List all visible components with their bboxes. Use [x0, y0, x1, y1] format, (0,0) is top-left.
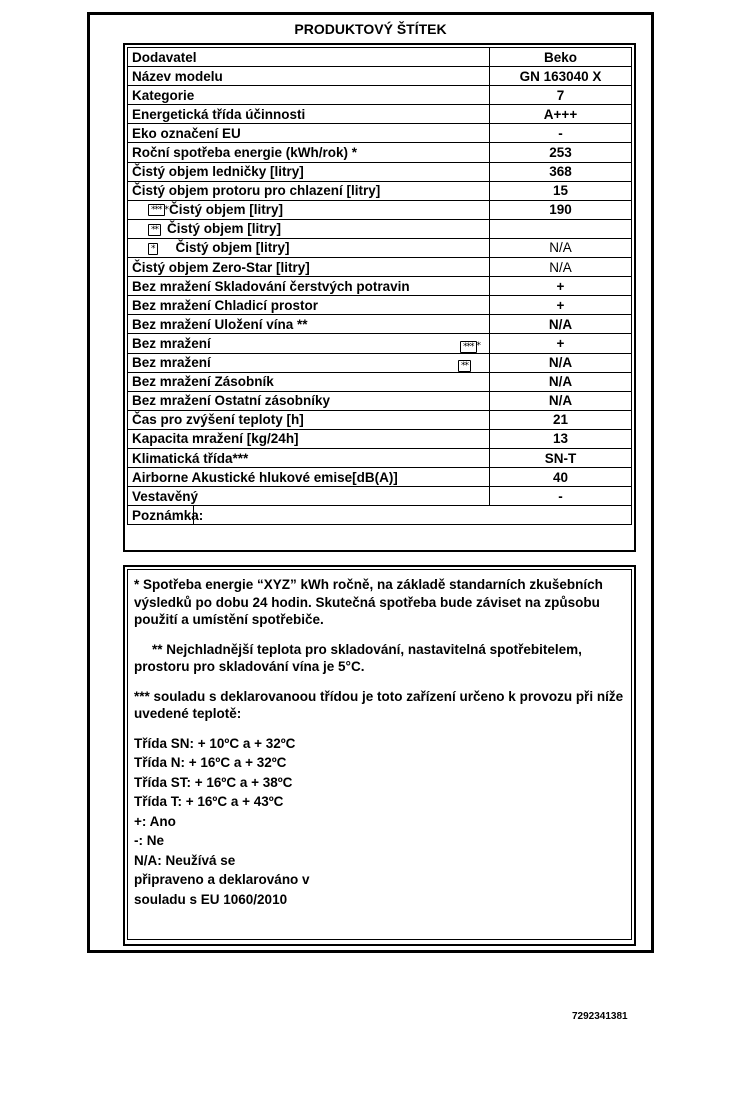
poznamka-divider — [193, 506, 194, 524]
row-value: N/A — [490, 353, 632, 372]
two-star-freezer-icon: ** — [458, 360, 471, 372]
row-label: Kapacita mražení [kg/24h] — [128, 429, 490, 448]
row-label: Čistý objem protoru pro chlazení [litry] — [128, 181, 490, 200]
table-row — [128, 353, 632, 372]
row-label: Klimatická třída*** — [128, 448, 490, 467]
row-label: Eko označení EU — [128, 124, 490, 143]
table-row — [128, 200, 632, 219]
product-table-box — [123, 43, 636, 552]
two-star-freezer-icon: ** — [148, 224, 161, 236]
row-label: Čistý objem [litry] — [169, 201, 284, 217]
row-value: 13 — [490, 429, 632, 448]
row-label: Čistý objem [litry] — [167, 221, 282, 237]
two-star-compartment-icon-wrap — [458, 357, 471, 373]
row-label: Vestavěný — [128, 487, 490, 506]
row-value: 7 — [490, 86, 632, 105]
note-line: +: Ano — [134, 813, 176, 829]
row-label-cell — [128, 334, 490, 353]
table-row — [128, 296, 632, 315]
table-row — [128, 410, 632, 429]
row-value: N/A — [490, 238, 632, 257]
row-label: Airborne Akustické hlukové emise[dB(A)] — [128, 468, 490, 487]
table-row — [128, 67, 632, 86]
row-label: Bez mražení Ostatní zásobníky — [128, 391, 490, 410]
row-value: - — [490, 124, 632, 143]
row-value: 190 — [490, 200, 632, 219]
row-label: Čas pro zvýšení teploty [h] — [128, 410, 490, 429]
table-row — [128, 315, 632, 334]
product-label-frame — [87, 12, 654, 953]
three-star-freezer-icon: *** — [148, 204, 165, 216]
note-line: Třída T: + 16ºC a + 43ºC — [134, 794, 284, 809]
document-code: 7292341381 — [572, 1011, 628, 1022]
row-value: 15 — [490, 181, 632, 200]
table-row — [128, 124, 632, 143]
row-label: Bez mražení Uložení vína ** — [128, 315, 490, 334]
label-title: PRODUKTOVÝ ŠTÍTEK — [294, 21, 447, 37]
note-wine-storage: ** Nejchladnější teplota pro skladování, nastavitelná spotřebitelem, prostoru pro skladování vína je 5°C. — [134, 641, 582, 674]
table-row — [128, 372, 632, 391]
table-row — [128, 86, 632, 105]
row-label: Čistý objem Zero-Star [litry] — [128, 258, 490, 277]
table-row — [128, 448, 632, 467]
row-value: 253 — [490, 143, 632, 162]
row-label: Bez mražení Chladicí prostor — [128, 296, 490, 315]
row-value: N/A — [490, 315, 632, 334]
table-row — [128, 105, 632, 124]
row-value: 40 — [490, 468, 632, 487]
row-label: Název modelu — [128, 67, 490, 86]
row-label: Roční spotřeba energie (kWh/rok) * — [128, 143, 490, 162]
row-label: Čistý objem ledničky [litry] — [128, 162, 490, 181]
table-row — [128, 219, 632, 238]
poznamka-cell — [128, 506, 632, 525]
table-row — [128, 48, 632, 67]
three-star-compartment-icon-wrap — [460, 337, 481, 353]
row-value: - — [490, 487, 632, 506]
three-star-freezer-icon: *** — [460, 341, 477, 353]
notes-content — [127, 569, 632, 940]
note-line: Třída N: + 16ºC a + 32ºC — [134, 755, 287, 770]
row-label: Energetická třída účinnosti — [128, 105, 490, 124]
note-line: Třída SN: + 10ºC a + 32ºC — [134, 735, 296, 751]
table-row — [128, 238, 632, 257]
row-label-cell — [128, 219, 490, 238]
table-row — [128, 162, 632, 181]
note-energy: * Spotřeba energie “XYZ” kWh ročně, na základě standarních zkušebních výsledků po dobu 24 hodin. Skutečná spotřeba bude záviset na způsobu použití a umístění spotřebiče. — [134, 577, 603, 627]
table-row — [128, 468, 632, 487]
row-value: + — [490, 296, 632, 315]
table-row — [128, 334, 632, 353]
row-value: N/A — [490, 391, 632, 410]
table-row — [128, 487, 632, 506]
table-row — [128, 506, 632, 525]
note-climate-class: *** souladu s deklarovanoou třídou je toto zařízení určeno k provozu při níže uvedené teplotě: — [134, 688, 624, 721]
row-value: N/A — [490, 258, 632, 277]
one-star-freezer-icon: * — [148, 243, 158, 255]
table-row — [128, 143, 632, 162]
row-label: Bez mražení Zásobník — [128, 372, 490, 391]
product-table — [127, 47, 632, 525]
row-value: N/A — [490, 372, 632, 391]
row-label-cell — [128, 238, 490, 257]
note-line: Třída ST: + 16ºC a + 38ºC — [134, 774, 293, 790]
table-row — [128, 181, 632, 200]
note-line: souladu s EU 1060/2010 — [134, 891, 288, 907]
table-row — [128, 277, 632, 296]
row-value: Beko — [490, 48, 632, 67]
row-label: Čistý objem [litry] — [175, 240, 290, 256]
note-line: -: Ne — [134, 833, 164, 848]
row-value: 21 — [490, 410, 632, 429]
row-label: Dodavatel — [128, 48, 490, 67]
table-row — [128, 391, 632, 410]
row-label-cell — [128, 353, 490, 372]
star-tail-icon: * — [476, 341, 481, 352]
row-value — [490, 219, 632, 238]
star-tail-icon: * — [164, 204, 169, 215]
note-line: připraveno a deklarováno v — [134, 872, 310, 887]
row-value: SN-T — [490, 448, 632, 467]
row-label: Bez mražení Skladování čerstvých potravin — [128, 277, 490, 296]
table-row — [128, 258, 632, 277]
row-value: + — [490, 277, 632, 296]
table-row — [128, 429, 632, 448]
note-line: N/A: Neužívá se — [134, 852, 236, 868]
row-label: Kategorie — [128, 86, 490, 105]
row-value: GN 163040 X — [490, 67, 632, 86]
row-value: A+++ — [490, 105, 632, 124]
row-label: Bez mražení — [132, 355, 211, 371]
row-value: + — [490, 334, 632, 353]
row-label: Poznámka: — [132, 507, 204, 523]
row-label: Bez mražení — [132, 335, 211, 351]
notes-box — [123, 565, 636, 946]
row-label-cell — [128, 200, 490, 219]
row-value: 368 — [490, 162, 632, 181]
